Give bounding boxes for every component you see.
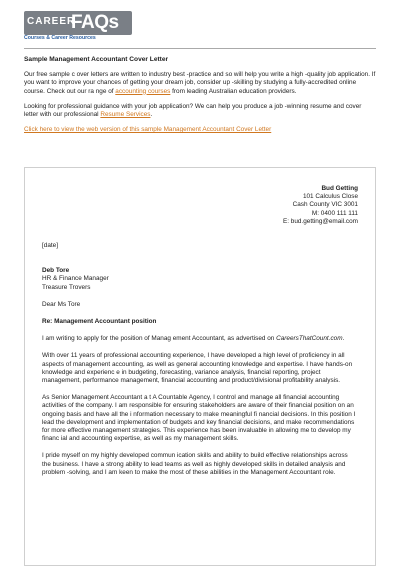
site-header <box>24 10 134 44</box>
p1-site: CareersThatCount.com <box>276 335 343 343</box>
salutation: Dear Ms Tore <box>42 300 81 308</box>
intro-paragraph-1 <box>24 71 376 96</box>
intro-paragraph-2 <box>24 103 376 119</box>
logo-faqs-text: FAQs <box>71 12 119 33</box>
accounting-courses-link[interactable]: accounting courses <box>115 87 171 95</box>
sender-suburb: Cash County VIC 3001 <box>292 201 358 209</box>
letter-paragraph-2: With over 11 years of professional accounting experience, I have developed a high level of proficiency in all aspects of management accounting, as well as general accounting knowledge and expertise. I have hands-on knowledge and experienc e in budgeting, forecasting, variance analysis, financial reporting, project management, performance management, financial accounting and product/divisional profitability analysis. <box>42 352 353 385</box>
page-title: Sample Management Accountant Cover Letter <box>24 56 169 63</box>
p1-text-a: I am writing to apply for the position of Manag ement Accountant, as advertised on <box>42 335 277 343</box>
logo-tagline: Courses & Career Resources <box>24 35 96 41</box>
sender-email: E: bud.getting@email.com <box>282 217 358 225</box>
header-divider <box>24 48 376 49</box>
web-version-link[interactable]: Click here to view the web version of this sample Management Accountant Cover Letter <box>24 126 272 134</box>
intro-section <box>24 56 376 141</box>
sender-name: Bud Getting <box>321 185 358 192</box>
letter-subject: Re: Management Accountant position <box>42 318 157 326</box>
intro-text-1b: from leading Australian education providers. <box>170 87 297 95</box>
cover-letter-frame <box>24 167 376 566</box>
p1-text-b: . <box>342 335 345 343</box>
intro-text-2b: . <box>150 111 153 119</box>
intro-text-1a: Our free sample c over letters are written to industry best -practice and so will help you write a high -quality job application. If you want to improve your chances of getting your dream job, consider up -skilling by studying a fully-accredited online course. Check out our ra nge of <box>24 71 376 95</box>
sender-mobile: M: 0400 111 111 <box>311 209 358 217</box>
recipient-title: HR & Finance Manager <box>42 275 109 283</box>
letter-paragraph-1 <box>42 335 358 343</box>
cover-letter-body <box>42 185 358 486</box>
recipient-name: Deb Tore <box>42 267 70 275</box>
intro-text-2a: Looking for professional guidance with your job application? We can help you produce a job -winning resume and cover letter with our professional <box>24 102 362 119</box>
letter-date: [date] <box>42 242 58 250</box>
intro-paragraph-3 <box>24 126 376 134</box>
sender-street: 101 Calculus Close <box>302 193 358 201</box>
logo-career-text: CAREER <box>27 16 76 27</box>
careerfaqs-logo[interactable] <box>24 11 132 35</box>
letter-paragraph-4: I pride myself on my highly developed commun ication skills and ability to build effective relationships across the business. I have a strong ability to lead teams as well as highly developed skills in detailed analysis and problem -solving, and I am keen to make the most of these abilities in the Management Accountant role. <box>42 452 348 476</box>
recipient-address <box>42 267 358 292</box>
letter-paragraph-3: As Senior Management Accountant a t A Countable Agency, I control and manage all financial accounting activities of the company. I am responsible for ensuring stakeholders are aware of their financial position on an ongoing basis and have all the i nformation necessary to make meaningful fi nancial decisions. In this position I lead the development and implementation of budgets and key financial decisions, and make recommendations for more effective management strategies. This experience has been invaluable in allowing me to develop my financ ial and accounting expertise, as well as my management skills. <box>42 394 356 443</box>
recipient-company: Treasure Trovers <box>42 283 91 291</box>
resume-services-link[interactable]: Resume Services <box>100 111 151 119</box>
sender-address <box>42 185 358 226</box>
